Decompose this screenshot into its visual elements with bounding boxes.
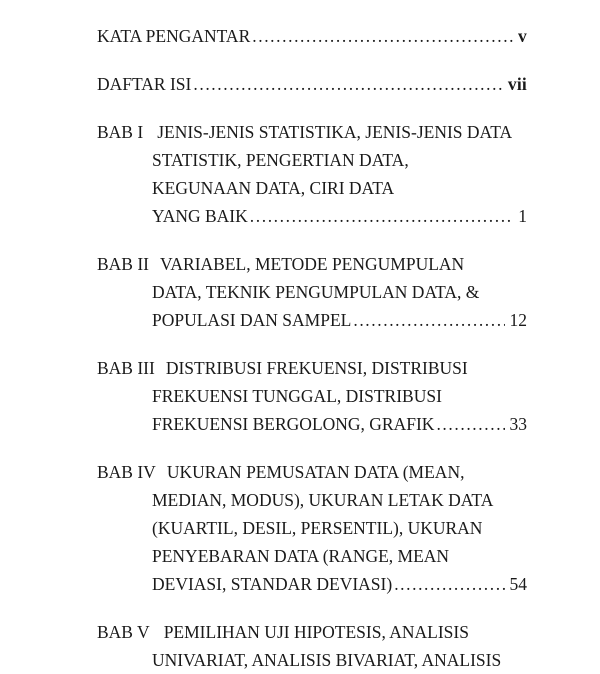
toc-entry-title: PENYEBARAN DATA (RANGE, MEAN <box>152 546 450 566</box>
toc-entry-line <box>152 646 527 674</box>
toc-entry-line <box>97 118 527 146</box>
page-number: 12 <box>509 310 527 330</box>
toc-entry-title: KEGUNAAN DATA, CIRI DATA <box>152 178 395 198</box>
chapter-label: BAB II <box>97 254 150 274</box>
toc-entry-line <box>152 486 527 514</box>
toc-entry-title: VARIABEL, METODE PENGUMPULAN <box>160 254 465 274</box>
toc-entry-title: DATA, TEKNIK PENGUMPULAN DATA, & <box>152 282 480 302</box>
toc-entry-title: STATISTIK, PENGERTIAN DATA, <box>152 150 409 170</box>
dot-leader <box>436 410 504 438</box>
toc-entry-line <box>152 306 527 334</box>
toc-entry-title: YANG BAIK <box>152 206 248 226</box>
page-number: v <box>518 26 527 46</box>
toc-entry-line <box>152 514 527 542</box>
toc-entry[interactable] <box>0 458 600 598</box>
toc-entry-title: DAFTAR ISI <box>97 74 192 94</box>
chapter-label: BAB IV <box>97 462 156 482</box>
toc-entry[interactable] <box>0 618 600 674</box>
toc-entry[interactable] <box>0 70 600 98</box>
toc-entry-line <box>152 174 527 202</box>
dot-leader <box>394 570 504 598</box>
dot-leader <box>252 22 513 50</box>
toc-entry-title: (KUARTIL, DESIL, PERSENTIL), UKURAN <box>152 518 483 538</box>
toc-entry-title: DEVIASI, STANDAR DEVIASI) <box>152 574 393 594</box>
toc-entry[interactable] <box>0 250 600 334</box>
toc-entry-line <box>97 354 527 382</box>
toc-entry-line <box>152 278 527 306</box>
toc-entry-line <box>97 618 527 646</box>
toc-entry-line <box>97 458 527 486</box>
toc-entry-title: UNIVARIAT, ANALISIS BIVARIAT, ANALISIS <box>152 650 502 670</box>
toc-entry-line <box>152 146 527 174</box>
toc-entry-title: JENIS-JENIS STATISTIKA, JENIS-JENIS DATA <box>157 122 513 142</box>
toc-entry-title: PEMILIHAN UJI HIPOTESIS, ANALISIS <box>163 622 469 642</box>
dot-leader <box>193 70 503 98</box>
chapter-label: BAB V <box>97 622 150 642</box>
toc-entry[interactable] <box>0 118 600 230</box>
toc-entry-line <box>152 570 527 598</box>
chapter-label: BAB III <box>97 358 155 378</box>
page-number: 54 <box>509 574 527 594</box>
page-number: 1 <box>518 206 527 226</box>
dot-leader <box>353 306 504 334</box>
toc-entry-line <box>152 202 527 230</box>
toc-entry-line <box>152 382 527 410</box>
toc-entry-title: DISTRIBUSI FREKUENSI, DISTRIBUSI <box>165 358 468 378</box>
toc-entry-line <box>97 70 527 98</box>
toc-entry-line <box>152 542 527 570</box>
toc-entry-title: UKURAN PEMUSATAN DATA (MEAN, <box>166 462 465 482</box>
toc-entry[interactable] <box>0 354 600 438</box>
toc-entry-title: FREKUENSI BERGOLONG, GRAFIK <box>152 414 435 434</box>
toc-entry-title: FREKUENSI TUNGGAL, DISTRIBUSI <box>152 386 442 406</box>
toc-entry-title: MEDIAN, MODUS), UKURAN LETAK DATA <box>152 490 494 510</box>
toc-entry-line <box>97 250 527 278</box>
toc-entry-title: POPULASI DAN SAMPEL <box>152 310 352 330</box>
toc-entry-line <box>97 22 527 50</box>
toc-entry[interactable] <box>0 22 600 50</box>
page-number: vii <box>507 74 527 94</box>
dot-leader <box>250 202 513 230</box>
chapter-label: BAB I <box>97 122 144 142</box>
page-number: 33 <box>509 414 527 434</box>
toc-entry-title: KATA PENGANTAR <box>97 26 251 46</box>
toc-entry-line <box>152 410 527 438</box>
